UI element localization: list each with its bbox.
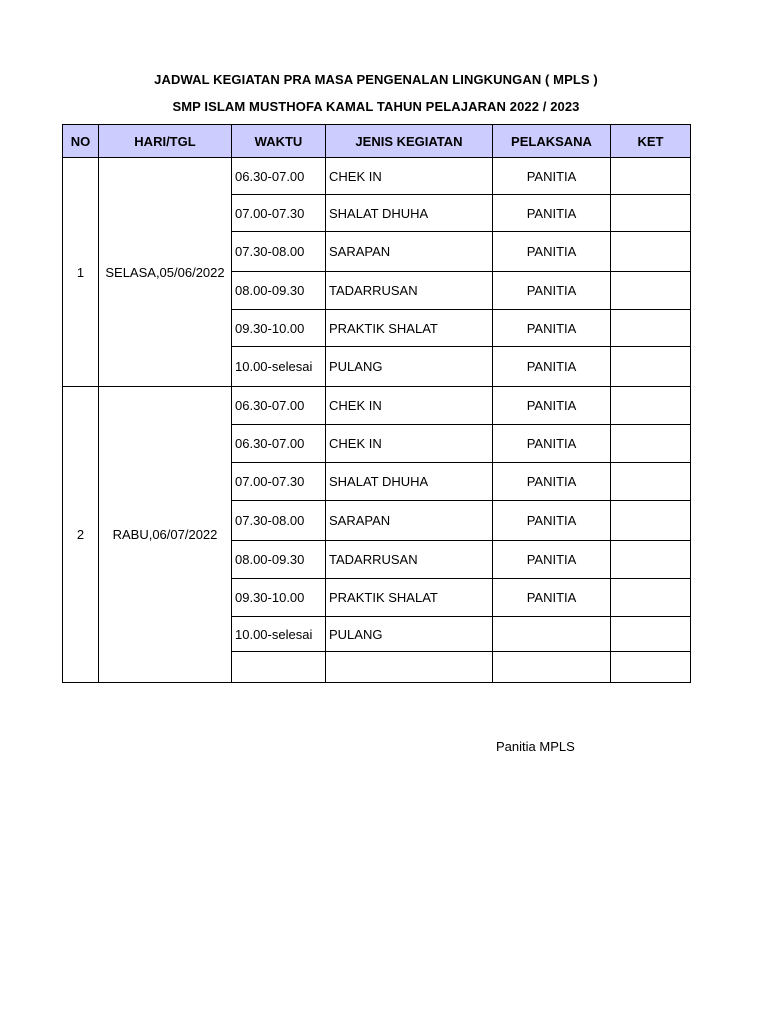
signature-label: Panitia MPLS (496, 739, 575, 754)
time-cell (232, 652, 326, 683)
executor-cell: PANITIA (493, 387, 611, 425)
time-cell: 06.30-07.00 (232, 425, 326, 463)
activity-cell: PULANG (326, 617, 493, 652)
time-cell: 06.30-07.00 (232, 387, 326, 425)
activity-cell: PRAKTIK SHALAT (326, 579, 493, 617)
executor-cell: PANITIA (493, 158, 611, 195)
executor-cell: PANITIA (493, 579, 611, 617)
time-cell: 09.30-10.00 (232, 579, 326, 617)
activity-cell: TADARRUSAN (326, 272, 493, 310)
executor-cell: PANITIA (493, 425, 611, 463)
time-cell: 06.30-07.00 (232, 158, 326, 195)
note-cell (611, 232, 691, 272)
note-cell (611, 195, 691, 232)
column-header-no: NO (63, 125, 99, 158)
activity-cell: CHEK IN (326, 425, 493, 463)
table-body (63, 158, 691, 683)
executor-cell: PANITIA (493, 195, 611, 232)
document-subtitle: SMP ISLAM MUSTHOFA KAMAL TAHUN PELAJARAN 2022 / 2023 (172, 99, 580, 114)
time-cell: 07.30-08.00 (232, 501, 326, 541)
activity-cell: SARAPAN (326, 232, 493, 272)
note-cell (611, 387, 691, 425)
note-cell (611, 310, 691, 347)
time-cell: 07.00-07.30 (232, 195, 326, 232)
activity-cell: CHEK IN (326, 158, 493, 195)
note-cell (611, 617, 691, 652)
time-cell: 10.00-selesai (232, 617, 326, 652)
activity-cell: PRAKTIK SHALAT (326, 310, 493, 347)
note-cell (611, 541, 691, 579)
note-cell (611, 463, 691, 501)
executor-cell: PANITIA (493, 310, 611, 347)
executor-cell (493, 652, 611, 683)
column-header-note: KET (611, 125, 691, 158)
executor-cell: PANITIA (493, 272, 611, 310)
day-date-cell: RABU,06/07/2022 (99, 387, 232, 683)
time-cell: 08.00-09.30 (232, 541, 326, 579)
document-title: JADWAL KEGIATAN PRA MASA PENGENALAN LINGKUNGAN ( MPLS ) (154, 72, 598, 87)
activity-cell (326, 652, 493, 683)
activity-cell: SARAPAN (326, 501, 493, 541)
note-cell (611, 425, 691, 463)
time-cell: 07.30-08.00 (232, 232, 326, 272)
executor-cell: PANITIA (493, 463, 611, 501)
table-row (63, 158, 691, 195)
time-cell: 08.00-09.30 (232, 272, 326, 310)
executor-cell: PANITIA (493, 347, 611, 387)
activity-cell: TADARRUSAN (326, 541, 493, 579)
column-header-executor: PELAKSANA (493, 125, 611, 158)
activity-cell: SHALAT DHUHA (326, 195, 493, 232)
note-cell (611, 347, 691, 387)
activity-cell: CHEK IN (326, 387, 493, 425)
time-cell: 07.00-07.30 (232, 463, 326, 501)
executor-cell: PANITIA (493, 501, 611, 541)
activity-cell: SHALAT DHUHA (326, 463, 493, 501)
column-header-day: HARI/TGL (99, 125, 232, 158)
activity-cell: PULANG (326, 347, 493, 387)
note-cell (611, 579, 691, 617)
table-row (63, 387, 691, 425)
time-cell: 09.30-10.00 (232, 310, 326, 347)
row-number-cell: 2 (63, 387, 99, 683)
day-date-cell: SELASA,05/06/2022 (99, 158, 232, 387)
note-cell (611, 501, 691, 541)
note-cell (611, 158, 691, 195)
schedule-table (62, 124, 691, 683)
table-header-row (63, 125, 691, 158)
executor-cell (493, 617, 611, 652)
executor-cell: PANITIA (493, 541, 611, 579)
column-header-activity: JENIS KEGIATAN (326, 125, 493, 158)
row-number-cell: 1 (63, 158, 99, 387)
note-cell (611, 272, 691, 310)
executor-cell: PANITIA (493, 232, 611, 272)
time-cell: 10.00-selesai (232, 347, 326, 387)
column-header-time: WAKTU (232, 125, 326, 158)
note-cell (611, 652, 691, 683)
